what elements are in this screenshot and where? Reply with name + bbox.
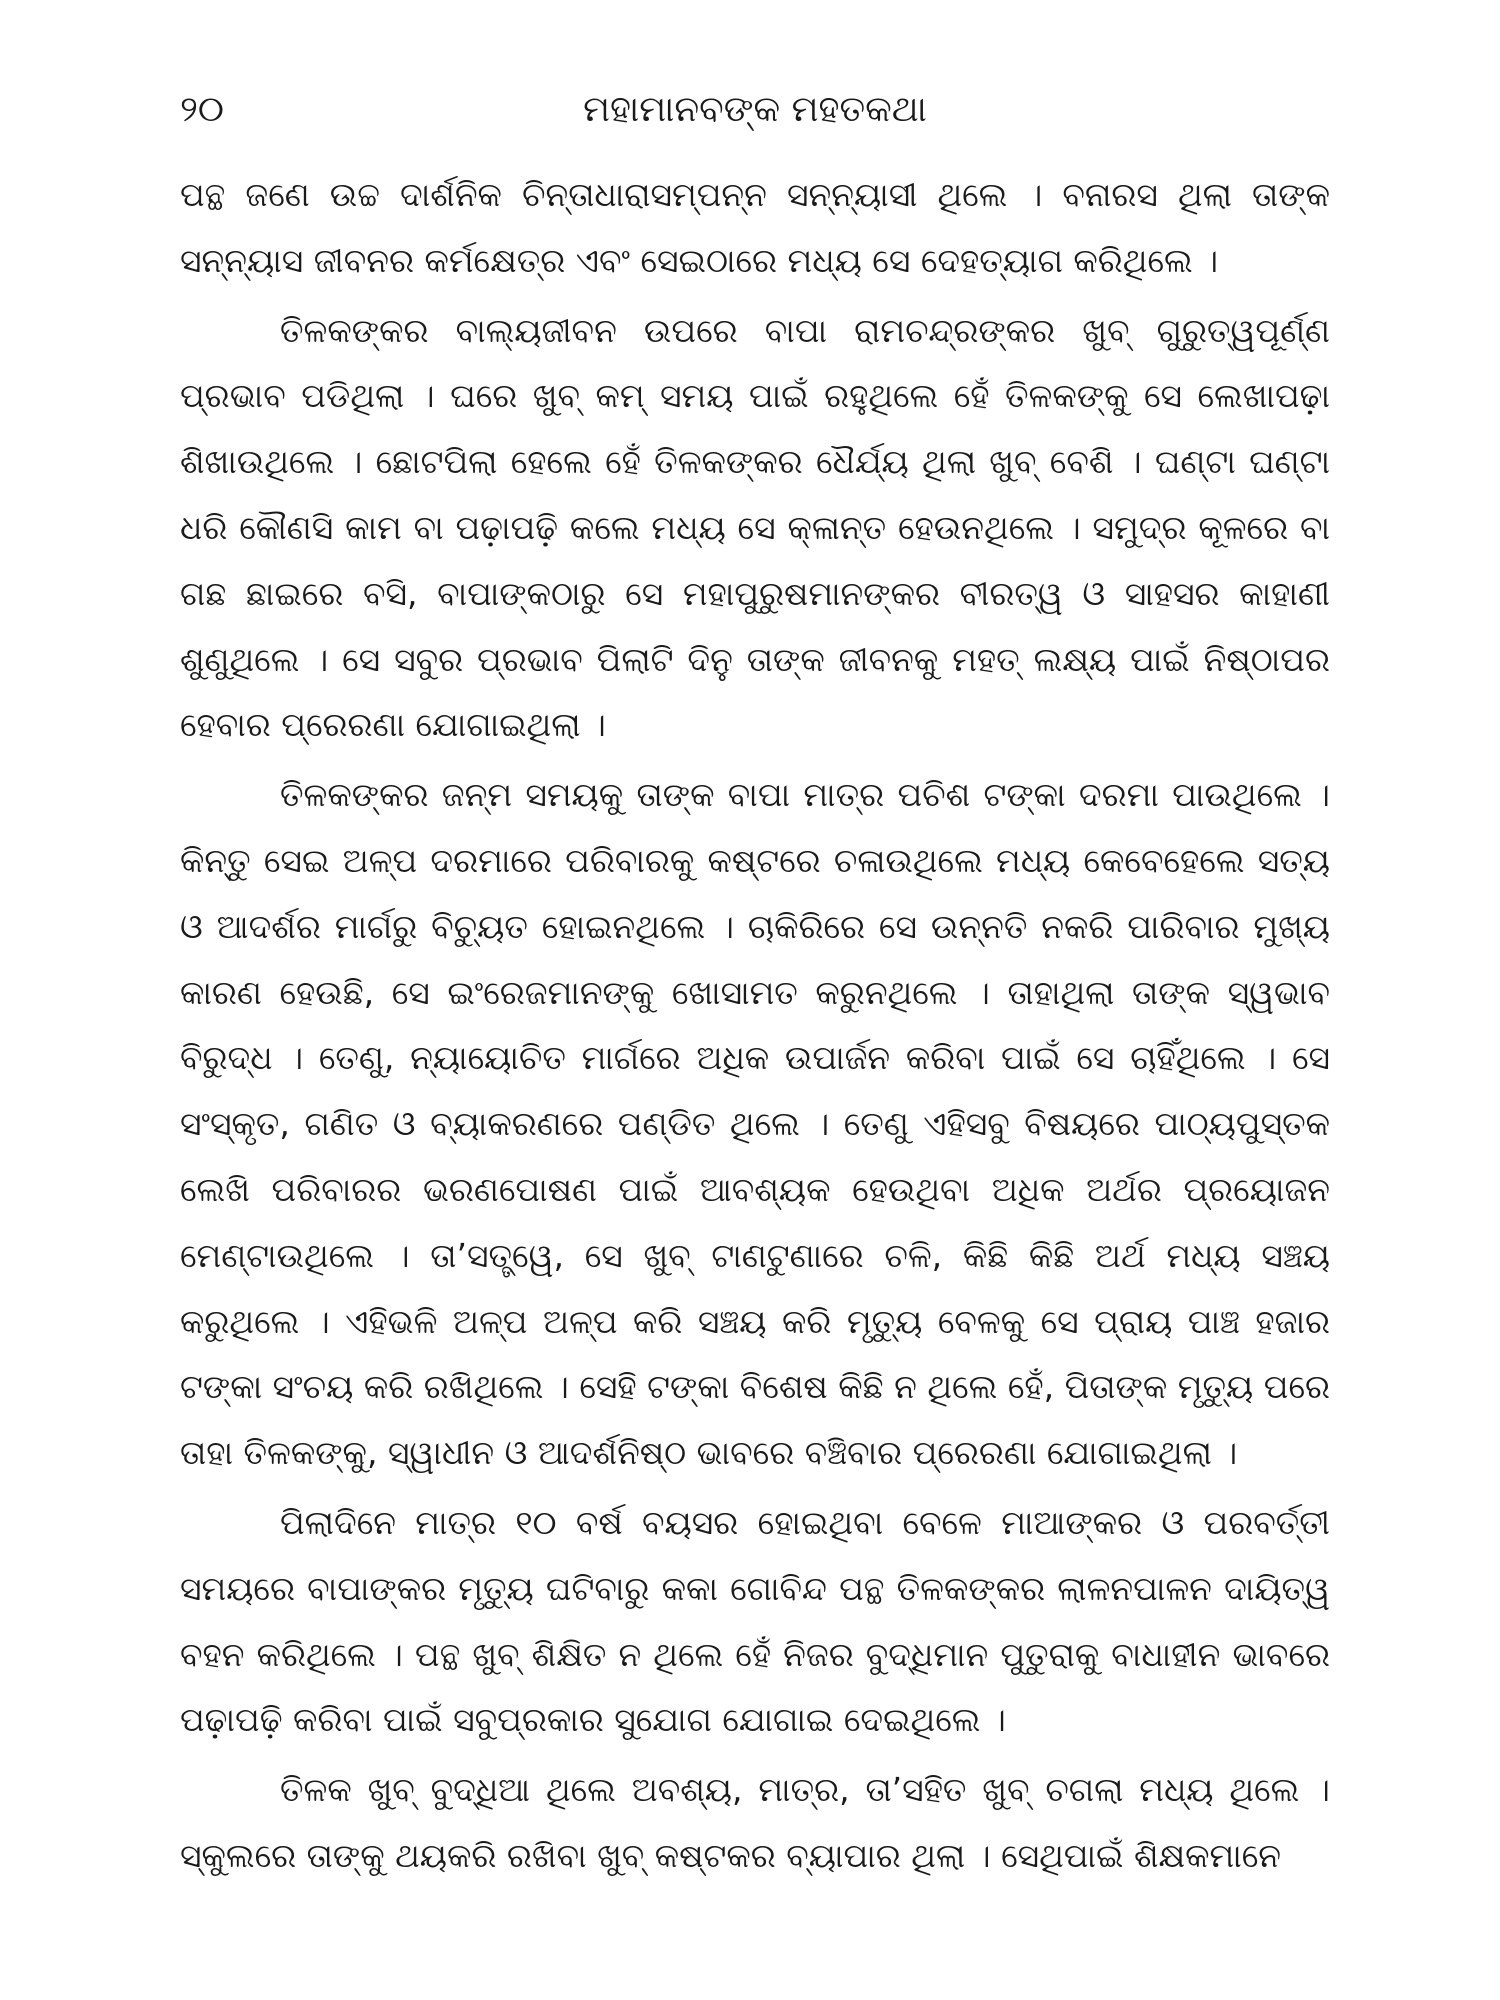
page-header bbox=[180, 80, 1330, 140]
body-text bbox=[180, 162, 1330, 1893]
paragraph-5: ତିଳକ ଖୁବ୍ ବୁଦ୍ଧିଆ ଥିଲେ ଅବଶ୍ୟ, ମାତ୍ର, ତା’ସହିତ ଖୁବ୍ ଚଗଲା ମଧ୍ୟ ଥିଲେ । ସ୍କୁଲରେ ତାଙ୍କୁ ଥୟକରି ରଖିବା ଖୁବ୍ କଷ୍ଟକର ବ୍ୟାପାର ଥିଲା । ସେଥିପାଇଁ ଶିକ୍ଷକମାନେ bbox=[180, 1770, 1330, 1875]
paragraph-1: ପନ୍ଥ ଜଣେ ଉଚ୍ଚ ଦାର୍ଶନିକ ଚିନ୍ତାଧାରାସମ୍ପନ୍ନ ସନ୍ନ୍ୟାସୀ ଥିଲେ । ବନାରସ ଥିଲା ତାଙ୍କ ସନ୍ନ୍ୟାସ ଜୀବନର କର୍ମକ୍ଷେତ୍ର ଏବଂ ସେଇଠାରେ ମଧ୍ୟ ସେ ଦେହତ୍ୟାଗ କରିଥିଲେ । bbox=[180, 175, 1330, 280]
page-number: ୨୦ bbox=[180, 89, 224, 130]
paragraph-2: ତିଳକଙ୍କର ବାଲ୍ୟଜୀବନ ଉପରେ ବାପା ରାମଚନ୍ଦ୍ରଙ୍କର ଖୁବ୍ ଗୁରୁତ୍ୱପୂର୍ଣ୍ଣ ପ୍ରଭାବ ପଡିଥିଲା । ଘରେ ଖୁବ୍ କମ୍ ସମୟ ପାଇଁ ରହୁଥିଲେ ହେଁ ତିଳକଙ୍କୁ ସେ ଲେଖାପଢ଼ା ଶିଖାଉଥିଲେ । ଛୋଟପିଲା ହେଲେ ହେଁ ତିଳକଙ୍କର ଧୈର୍ଯ୍ୟ ଥିଲା ଖୁବ୍ ବେଶି । ଘଣ୍ଟା ଘଣ୍ଟା ଧରି କୌଣସି କାମ ବା ପଢ଼ାପଢ଼ି କଲେ ମଧ୍ୟ ସେ କ୍ଳାନ୍ତ ହେଉନଥିଲେ । ସମୁଦ୍ର କୂଳରେ ବା ଗଛ ଛାଇରେ ବସି, ବାପାଙ୍କଠାରୁ ସେ ମହାପୁରୁଷମାନଙ୍କର ବୀରତ୍ୱ ଓ ସାହସର କାହାଣୀ ଶୁଣୁଥିଲେ । ସେ ସବୁର ପ୍ରଭାବ ପିଲାଟି ଦିନୁ ତାଙ୍କ ଜୀବନକୁ ମହତ୍ ଲକ୍ଷ୍ୟ ପାଇଁ ନିଷ୍ଠାପର ହେବାର ପ୍ରେରଣା ଯୋଗାଇଥିଲା । bbox=[180, 310, 1330, 745]
paragraph-4: ପିଲାଦିନେ ମାତ୍ର ୧୦ ବର୍ଷ ବୟସର ହୋଇଥିବା ବେଳେ ମାଆଙ୍କର ଓ ପରବର୍ତ୍ତୀ ସମୟରେ ବାପାଙ୍କର ମୃତ୍ୟୁ ଘଟିବାରୁ କକା ଗୋବିନ୍ଦ ପନ୍ଥ ତିଳକଙ୍କର ଲାଳନପାଳନ ଦାୟିତ୍ୱ ବହନ କରିଥିଲେ । ପନ୍ଥ ଖୁବ୍ ଶିକ୍ଷିତ ନ ଥିଲେ ହେଁ ନିଜର ବୁଦ୍ଧିମାନ ପୁତୁରାକୁ ବାଧାହୀନ ଭାବରେ ପଢ଼ାପଢ଼ି କରିବା ପାଇଁ ସବୁପ୍ରକାର ସୁଯୋଗ ଯୋଗାଇ ଦେଇଥିଲେ । bbox=[180, 1502, 1330, 1740]
running-title: ମହାମାନବଙ୍କ ମହତକଥା bbox=[583, 89, 927, 130]
paragraph-3: ତିଳକଙ୍କର ଜନ୍ମ ସମୟକୁ ତାଙ୍କ ବାପା ମାତ୍ର ପଚିଶ ଟଙ୍କା ଦରମା ପାଉଥିଲେ । କିନ୍ତୁ ସେଇ ଅଳ୍ପ ଦରମାରେ ପରିବାରକୁ କଷ୍ଟରେ ଚଳାଉଥିଲେ ମଧ୍ୟ କେବେହେଲେ ସତ୍ୟ ଓ ଆଦର୍ଶର ମାର୍ଗରୁ ବିଚ୍ୟୁତ ହୋଇନଥିଲେ । ଚାକିରିରେ ସେ ଉନ୍ନତି ନକରି ପାରିବାର ମୁଖ୍ୟ କାରଣ ହେଉଛି, ସେ ଇଂରେଜମାନଙ୍କୁ ଖୋସାମତ କରୁନଥିଲେ । ତାହାଥିଲା ତାଙ୍କ ସ୍ୱଭାବ ବିରୁଦ୍ଧ । ତେଣୁ, ନ୍ୟାୟୋଚିତ ମାର୍ଗରେ ଅଧିକ ଉପାର୍ଜନ କରିବା ପାଇଁ ସେ ଚାହିଁଥିଲେ । ସେ ସଂସ୍କୃତ, ଗଣିତ ଓ ବ୍ୟାକରଣରେ ପଣ୍ଡିତ ଥିଲେ । ତେଣୁ ଏହିସବୁ ବିଷୟରେ ପାଠ୍ୟପୁସ୍ତକ ଲେଖି ପରିବାରର ଭରଣପୋଷଣ ପାଇଁ ଆବଶ୍ୟକ ହେଉଥିବା ଅଧିକ ଅର୍ଥର ପ୍ରୟୋଜନ ମେଣ୍ଟାଉଥିଲେ । ତା’ସତ୍ତ୍ୱେ, ସେ ଖୁବ୍ ଟାଣଟୁଣାରେ ଚଳି, କିଛି କିଛି ଅର୍ଥ ମଧ୍ୟ ସଞ୍ଚୟ କରୁଥିଲେ । ଏହିଭଳି ଅଳ୍ପ ଅଳ୍ପ କରି ସଞ୍ଚୟ କରି ମୃତ୍ୟୁ ବେଳକୁ ସେ ପ୍ରାୟ ପାଞ୍ଚ ହଜାର ଟଙ୍କା ସଂଚୟ କରି ରଖିଥିଲେ । ସେହି ଟଙ୍କା ବିଶେଷ କିଛି ନ ଥିଲେ ହେଁ, ପିତାଙ୍କ ମୃତ୍ୟୁ ପରେ ତାହା ତିଳକଙ୍କୁ, ସ୍ୱାଧୀନ ଓ ଆଦର୍ଶନିଷ୍ଠ ଭାବରେ ବଞ୍ଚିବାର ପ୍ରେରଣା ଯୋଗାଇଥିଲା । bbox=[180, 775, 1330, 1473]
